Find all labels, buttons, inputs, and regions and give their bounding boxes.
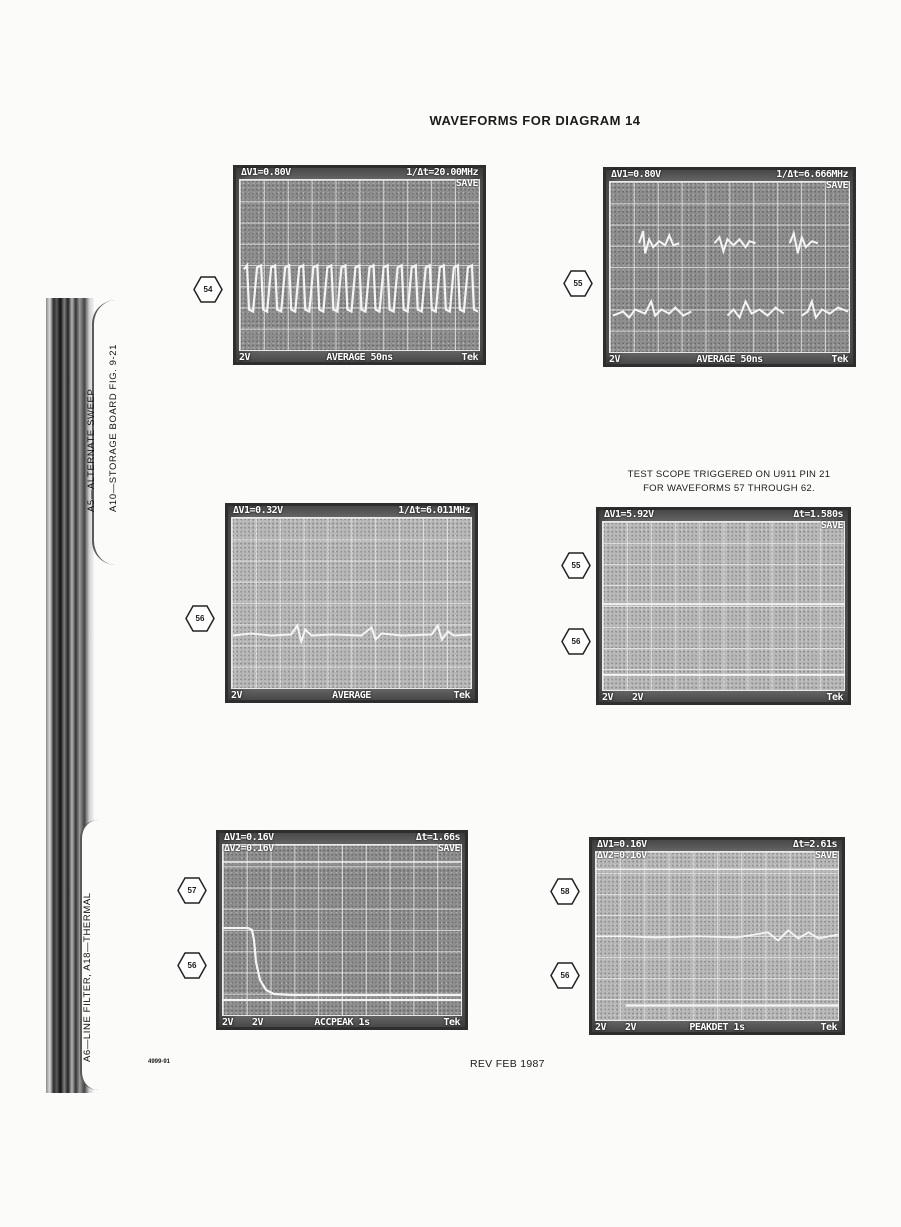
readout-frequency: 1/Δt=20.00MHz [406,167,478,178]
waveform-badge-56 [185,605,215,632]
binding-label-storage-board: A10—STORAGE BOARD FIG. 9-21 [108,343,119,512]
readout-delta-v2: ΔV2=0.16V [597,850,647,861]
scope-screen-56 [225,503,478,703]
badge-number: 55 [573,279,583,288]
badge-number: 57 [187,886,197,895]
readout-delta-v1: ΔV1=0.32V [233,505,283,516]
readout-delta-v1: ΔV1=0.16V [597,839,647,850]
readout-brand: Tek [443,1017,460,1028]
scope-screen-54 [233,165,486,365]
trigger-note-line-2: FOR WAVEFORMS 57 THROUGH 62. [643,483,815,494]
readout-volts-div-ch1: 2V [595,1022,607,1033]
readout-save: SAVE [814,850,837,861]
readout-volts-div: 2V [239,352,251,363]
waveform-badge-54 [193,276,223,303]
waveform-trace [595,851,839,1024]
waveform-trace [602,521,845,693]
readout-save: SAVE [825,180,848,191]
readout-acquire-mode: PEAKDET 1s [689,1022,745,1033]
readout-delta-v2: ΔV2=0.16V [224,843,274,854]
readout-brand: Tek [826,692,843,703]
badge-number: 56 [571,637,581,646]
page-title: WAVEFORMS FOR DIAGRAM 14 [429,113,641,128]
readout-volts-div-ch2: 2V [625,1022,637,1033]
waveform-trace [239,179,480,352]
scope-screen-57-56 [216,830,468,1030]
trigger-note-line-1: TEST SCOPE TRIGGERED ON U911 PIN 21 [627,469,831,480]
readout-brand: Tek [820,1022,837,1033]
waveform-trace [609,181,850,354]
readout-volts-div-ch2: 2V [632,692,644,703]
waveform-badge-56 [550,962,580,989]
readout-delta-v1: ΔV1=0.80V [611,169,661,180]
trigger-note [596,468,862,496]
readout-frequency: 1/Δt=6.666MHz [776,169,848,180]
readout-volts-div-ch2: 2V [252,1017,264,1028]
readout-save: SAVE [820,520,843,531]
readout-delta-v1: ΔV1=0.80V [241,167,291,178]
readout-acquire-mode: AVERAGE 50ns [696,354,763,365]
readout-delta-t: Δt=1.580s [793,509,843,520]
readout-brand: Tek [831,354,848,365]
readout-volts-div-ch1: 2V [222,1017,234,1028]
badge-number: 58 [560,887,570,896]
waveform-badge-55 [563,270,593,297]
readout-acquire-mode: AVERAGE [332,690,371,701]
readout-save: SAVE [455,178,478,189]
scope-screen-55-56 [596,507,851,705]
waveform-badge-55 [561,552,591,579]
readout-acquire-mode: ACCPEAK 1s [314,1017,370,1028]
waveform-badge-57 [177,877,207,904]
badge-number: 54 [203,285,213,294]
binding-label-line-filter: A6—LINE FILTER, A18—THERMAL [82,892,93,1062]
readout-brand: Tek [453,690,470,701]
scope-screen-58-56 [589,837,845,1035]
readout-acquire-mode: AVERAGE 50ns [326,352,393,363]
badge-number: 56 [187,961,197,970]
badge-number: 56 [195,614,205,623]
readout-frequency: 1/Δt=6.011MHz [398,505,470,516]
waveform-trace [222,844,462,1016]
waveform-badge-56 [561,628,591,655]
readout-brand: Tek [461,352,478,363]
readout-delta-v1: ΔV1=0.16V [224,832,274,843]
readout-delta-t: Δt=1.66s [415,832,460,843]
readout-delta-t: Δt=2.61s [792,839,837,850]
readout-volts-div: 2V [231,690,243,701]
binding-label-alternate-sweep: A5—ALTERNATE SWEEP [86,388,97,512]
readout-volts-div-ch1: 2V [602,692,614,703]
badge-number: 55 [571,561,581,570]
badge-number: 56 [560,971,570,980]
readout-volts-div: 2V [609,354,621,365]
revision-date: REV FEB 1987 [470,1058,545,1070]
waveform-trace [231,517,472,690]
document-number: 4999-91 [148,1059,171,1065]
waveform-badge-58 [550,878,580,905]
readout-save: SAVE [437,843,460,854]
scope-screen-55 [603,167,856,367]
readout-delta-v1: ΔV1=5.92V [604,509,654,520]
waveform-badge-56 [177,952,207,979]
